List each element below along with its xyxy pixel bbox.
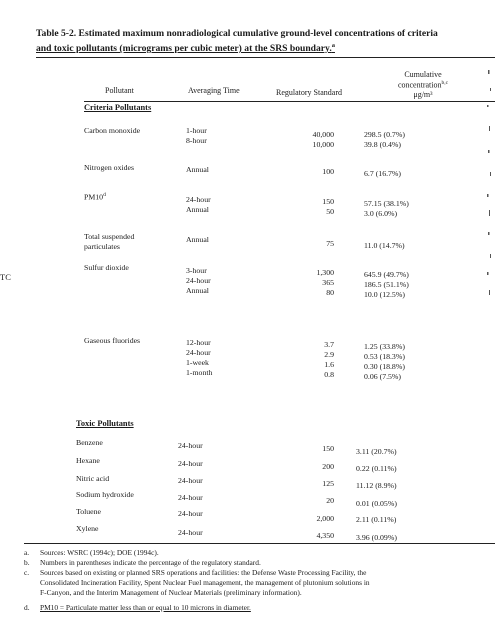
caption-footnote-mark: a [331, 42, 335, 49]
row-concentration: 11.0 (14.7%) [364, 241, 405, 250]
row-pollutant: Gaseous fluorides [84, 336, 141, 345]
row-time: 24-hour [178, 476, 203, 485]
row-standard: 1.6 [324, 360, 334, 369]
footnote-a-text: Sources: WSRC (1994c); DOE (1994c). [40, 548, 159, 557]
row-time: 24-hour [178, 493, 203, 502]
row-pollutant [84, 191, 174, 202]
footnote-b-mark: b. [24, 558, 30, 567]
row-time: 1-week [186, 358, 209, 367]
caption-line-1: Table 5-2. Estimated maximum nonradiological cumulative ground-level concentrations of criteria [36, 28, 438, 39]
header-averaging-time: Averaging Time [188, 86, 240, 95]
row-standard: 125 [322, 479, 334, 488]
row-time: 24-hour [178, 459, 203, 468]
row-time: 1-month [186, 368, 213, 377]
row-concentration: 2.11 (0.11%) [356, 515, 397, 524]
footnote-c [24, 568, 366, 577]
footnote-c-text-3: F-Canyon, and the Interim Management of Nuclear Materials (preliminary information). [40, 588, 302, 597]
row-concentration: 57.15 (38.1%) [364, 199, 409, 208]
row-pollutant: Carbon monoxide [84, 126, 141, 135]
caption-line-2-text: and toxic pollutants (micrograms per cubic meter) at the SRS boundary. [36, 43, 332, 55]
row-pollutant: Benzene [76, 438, 103, 447]
row-concentration: 3.96 (0.09%) [356, 533, 397, 542]
row-concentration: 0.01 (0.05%) [356, 499, 397, 508]
footnote-d-mark: d. [24, 603, 30, 612]
row-concentration: 3.11 (20.7%) [356, 447, 397, 456]
header-cumulative-l2 [378, 79, 468, 90]
row-standard: 100 [322, 167, 334, 176]
caption-line-2 [36, 40, 495, 55]
row-time: 24-hour [178, 528, 203, 537]
footnote-c-mark: c. [24, 568, 30, 577]
row-pollutant: Nitrogen oxides [84, 163, 135, 172]
footnote-d [24, 603, 251, 612]
row-time: 24-hour [178, 509, 203, 518]
section-criteria: Criteria Pollutants [84, 103, 152, 112]
row-concentration: 0.06 (7.5%) [364, 372, 402, 381]
margin-mark: TC [0, 272, 11, 282]
header-rule [84, 101, 495, 102]
footnote-b-text: Numbers in parentheses indicate the percentage of the regulatory standard. [40, 558, 261, 567]
row-time: Annual [186, 165, 209, 174]
row-concentration: 0.22 (0.11%) [356, 464, 397, 473]
footnote-a [24, 548, 159, 557]
row-standard: 150 [322, 197, 334, 206]
row-standard: 2.9 [324, 350, 334, 359]
section-toxic: Toxic Pollutants [76, 419, 134, 428]
footnote-c-cont-2 [24, 588, 302, 597]
header-cumulative-unit: μg/m³ [413, 89, 433, 99]
row-standard: 40,000 [312, 130, 334, 139]
row-pollutant: Sulfur dioxide [84, 263, 129, 272]
footnote-b [24, 558, 261, 567]
scan-edge-marks [485, 60, 493, 300]
header-regulatory-standard: Regulatory Standard [276, 88, 342, 97]
row-standard: 2,000 [316, 514, 334, 523]
row-concentration: 6.7 (16.7%) [364, 169, 402, 178]
table-bottom-rule [24, 543, 495, 544]
row-concentration: 39.8 (0.4%) [364, 140, 402, 149]
row-time: Annual [186, 235, 209, 244]
header-cumulative [378, 70, 468, 99]
caption-underline [36, 57, 495, 58]
row-concentration: 186.5 (51.1%) [364, 280, 409, 289]
row-time: 8-hour [186, 136, 207, 145]
row-standard: 20 [326, 496, 334, 505]
row-concentration: 1.25 (33.8%) [364, 342, 405, 351]
row-standard: 80 [326, 288, 334, 297]
row-time: 24-hour [186, 348, 211, 357]
pm10-label: PM10 [84, 192, 104, 202]
row-concentration: 298.5 (0.7%) [364, 130, 405, 139]
row-pollutant: Hexane [76, 456, 100, 465]
row-time: 3-hour [186, 266, 207, 275]
row-concentration: 3.0 (6.0%) [364, 209, 398, 218]
footnote-c-cont-1 [24, 578, 370, 587]
row-standard: 4,350 [316, 531, 334, 540]
row-standard: 150 [322, 444, 334, 453]
row-pollutant: Nitric acid [76, 474, 110, 483]
header-cumulative-l2-text: concentration [397, 80, 442, 90]
row-time: 1-hour [186, 126, 207, 135]
row-time: 12-hour [186, 338, 211, 347]
row-concentration: 0.53 (18.3%) [364, 352, 405, 361]
row-concentration: 645.9 (49.7%) [364, 270, 409, 279]
row-concentration: 0.30 (18.8%) [364, 362, 405, 371]
row-time: Annual [186, 286, 209, 295]
row-standard: 365 [322, 278, 334, 287]
row-time: 24-hour [186, 276, 211, 285]
row-pollutant: Toluene [76, 507, 102, 516]
row-standard: 3.7 [324, 340, 334, 349]
row-pollutant: Sodium hydroxide [76, 490, 134, 499]
header-cumulative-l1: Cumulative [404, 70, 442, 79]
footnote-d-text: PM10 = Particulate matter less than or equal to 10 microns in diameter. [40, 603, 251, 612]
row-standard: 200 [322, 462, 334, 471]
row-time: 24-hour [178, 441, 203, 450]
row-pollutant: Total suspended particulates [84, 232, 135, 251]
row-standard: 50 [326, 207, 334, 216]
row-standard: 0.8 [324, 370, 334, 379]
row-time: 24-hour [186, 195, 211, 204]
row-concentration: 11.12 (8.9%) [356, 481, 397, 490]
footnote-a-mark: a. [24, 548, 30, 557]
footnote-c-text-1: Sources based on existing or planned SRS operations and facilities: the Defense Waste Processing Facility, the [40, 568, 367, 577]
row-pollutant: Xylene [76, 524, 99, 533]
header-pollutant: Pollutant [105, 86, 134, 95]
header-cumulative-sup: b,c [441, 80, 449, 86]
row-concentration: 10.0 (12.5%) [364, 290, 405, 299]
row-standard: 75 [326, 239, 334, 248]
row-standard: 1,300 [316, 268, 334, 277]
row-standard: 10,000 [312, 140, 334, 149]
pm10-sup: d [103, 192, 106, 198]
footnote-c-text-2: Consolidated Incineration Facility, Spent Nuclear Fuel management, the management of plutonium solutions in [40, 578, 370, 587]
table-caption [36, 28, 495, 55]
row-time: Annual [186, 205, 209, 214]
